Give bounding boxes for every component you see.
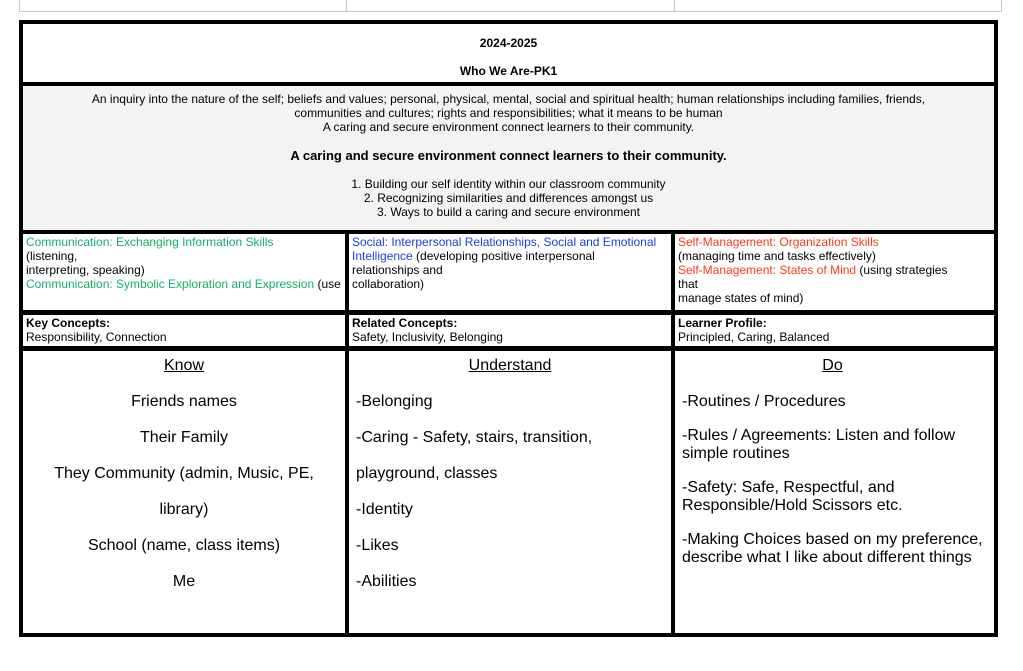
do-item-3: -Safety: Safe, Respectful, and Responsible/Hold Scissors etc.: [682, 479, 903, 514]
skill-desc-social-3: collaboration): [352, 277, 425, 291]
learner-profile-cell: [675, 315, 994, 346]
do-cell: [675, 351, 994, 633]
skill-title-organization: Self-Management: Organization Skills: [678, 235, 879, 249]
related-concepts-cell: [349, 315, 671, 346]
skill-desc-organization: (managing time and tasks effectively): [678, 249, 876, 263]
central-idea: A caring and secure environment connect learners to their community.: [290, 148, 727, 163]
know-item-5: School (name, class items): [87, 537, 281, 554]
skill-desc-1a: (listening,: [26, 249, 78, 263]
description-line-3: A caring and secure environment connect learners to their community.: [322, 120, 695, 134]
understand-item-6: -Abilities: [356, 573, 417, 590]
related-concepts-value: Safety, Inclusivity, Belonging: [352, 330, 503, 344]
know-item-6: Me: [172, 573, 196, 590]
inquiry-line-1: 1. Building our self identity within our classroom community: [351, 177, 666, 191]
know-item-1: Friends names: [131, 393, 237, 410]
description-line-2: communities and cultures; rights and responsibilities; what it means to be human: [294, 106, 723, 120]
do-item-2: -Rules / Agreements: Listen and follow simple routines: [682, 427, 956, 462]
learner-profile-value: Principled, Caring, Balanced: [678, 330, 830, 344]
learner-profile-label: Learner Profile:: [678, 316, 767, 330]
understand-item-3: playground, classes: [356, 465, 498, 482]
skill-desc-2: (use: [314, 277, 341, 291]
unit-title: Who We Are-PK1: [459, 64, 558, 78]
understand-cell: [349, 351, 671, 633]
skill-title-social: Social: Interpersonal Relationships, Social and Emotional: [352, 235, 657, 249]
know-cell: [23, 351, 345, 633]
do-item-1: -Routines / Procedures: [682, 393, 846, 410]
skill-title-intelligence: Intelligence: [352, 249, 413, 263]
do-heading: Do: [822, 357, 843, 374]
understand-item-5: -Likes: [356, 537, 399, 554]
skill-title-symbolic: Communication: Symbolic Exploration and Expression: [26, 277, 315, 291]
skills-cell-social: [349, 234, 671, 310]
know-item-2: Their Family: [139, 429, 228, 446]
key-concepts-value: Responsibility, Connection: [26, 330, 167, 344]
skills-cell-self-management: [675, 234, 994, 310]
description-cell: [23, 86, 994, 230]
skill-title-states: Self-Management: States of Mind: [678, 263, 857, 277]
know-heading: Know: [163, 357, 205, 374]
year-label: 2024-2025: [479, 36, 538, 50]
inquiry-line-2: 2. Recognizing similarities and differences amongst us: [363, 191, 654, 205]
skill-desc-states-3: manage states of mind): [678, 291, 804, 305]
previous-table-edge: [19, 0, 1002, 12]
understand-item-1: -Belonging: [356, 393, 433, 410]
skill-title-exchanging: Communication: Exchanging Information Skills: [26, 235, 274, 249]
header-cell: [23, 24, 994, 82]
skill-desc-social-2: relationships and: [352, 263, 443, 277]
skill-desc-states-2: that: [678, 277, 699, 291]
inquiry-line-3: 3. Ways to build a caring and secure environment: [376, 205, 641, 219]
key-concepts-label: Key Concepts:: [26, 316, 111, 330]
skill-desc-1b: interpreting, speaking): [26, 263, 145, 277]
description-line-1: An inquiry into the nature of the self; beliefs and values; personal, physical, mental, social and spiritual health; human relationships including families, friends,: [91, 92, 926, 106]
skills-cell-communication: [23, 234, 345, 310]
understand-item-2: -Caring - Safety, stairs, transition,: [356, 429, 593, 446]
skill-desc-states-1: (using strategies: [856, 263, 948, 277]
know-item-3: They Community (admin, Music, PE,: [54, 465, 314, 482]
understand-heading: Understand: [468, 357, 552, 374]
skill-desc-social-1: (developing positive interpersonal: [412, 249, 595, 263]
key-concepts-cell: [23, 315, 345, 346]
do-item-4: -Making Choices based on my preference, describe what I like about different things: [682, 531, 983, 566]
unit-planner-table: [19, 20, 998, 637]
understand-item-4: -Identity: [356, 501, 413, 518]
related-concepts-label: Related Concepts:: [352, 316, 458, 330]
know-item-4: library): [159, 501, 209, 518]
